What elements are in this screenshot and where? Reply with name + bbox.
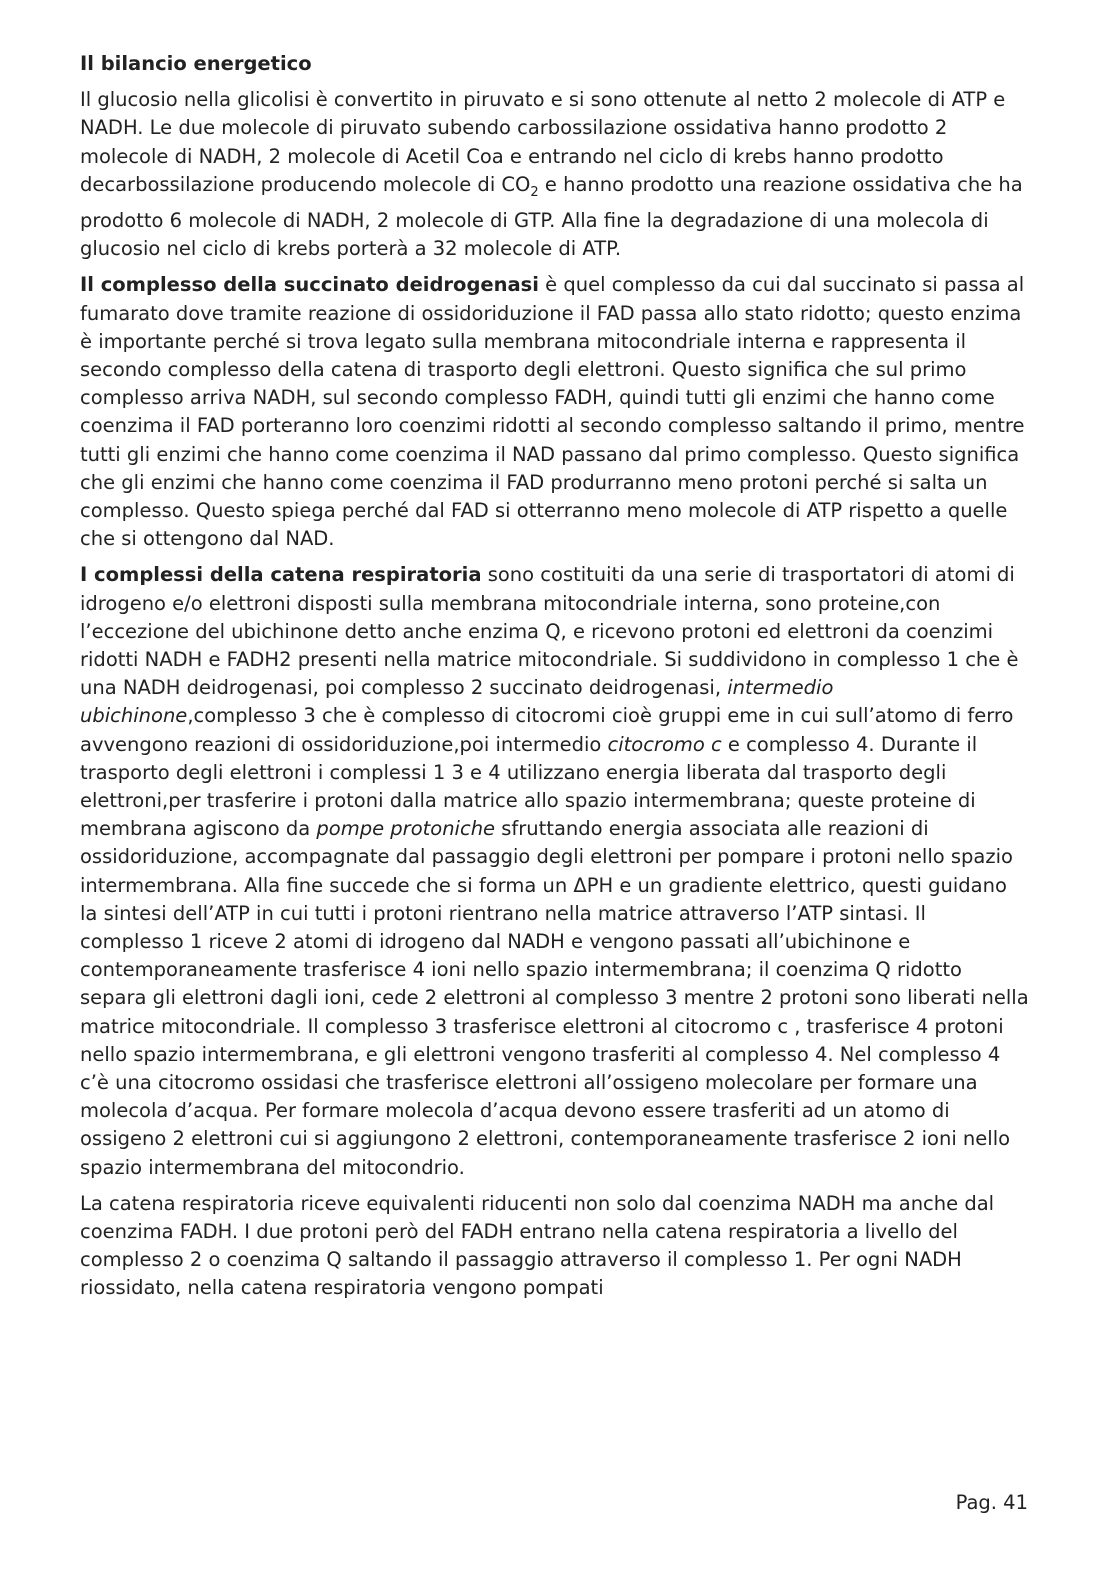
respiratory-chain-text-3: e complesso 4. Durante il trasporto degli elettroni i complessi 1 3 e 4 utilizzano energia liberata dal trasporto degli elettroni,per trasferire i protoni dalla matrice allo spazio intermembrana; queste proteine di membrana agiscono da — [80, 732, 978, 841]
section-heading: Il bilancio energetico — [80, 52, 312, 75]
energy-balance-text-b: e hanno prodotto una reazione ossidativa che ha prodotto 6 molecole di NADH, 2 molecole di GTP. Alla fine la degradazione di una molecola di glucosio nel ciclo di krebs porterà a 32 molecole di ATP. — [80, 172, 1023, 261]
paragraph-succinate-dehydrogenase — [80, 271, 1030, 553]
paragraph-respiratory-chain-complexes — [80, 561, 1030, 1181]
respiratory-chain-text-2: ,complesso 3 che è complesso di citocromi cioè gruppi eme in cui sull’atomo di ferro avvengono reazioni di ossidoriduzione,poi intermedio — [80, 704, 1014, 756]
page-number: Pag. 41 — [955, 1491, 1028, 1514]
term-pompe-protoniche: pompe protoniche — [316, 817, 496, 841]
succinate-dehydrogenase-text: è quel complesso da cui dal succinato si passa al fumarato dove tramite reazione di ossidoriduzione il FAD passa allo stato ridotto; questo enzima è importante perché si trova legato sulla membrana mitocondriale interna e rappresenta il secondo complesso della catena di trasporto degli elettroni. Questo significa che sul primo complesso arriva NADH, sul secondo complesso FADH, quindi tutti gli enzimi che hanno come coenzima il FAD porteranno loro coenzimi ridotti al secondo complesso saltando il primo, mentre tutti gli enzimi che hanno come coenzima il NAD passano dal primo complesso. Questo significa che gli enzimi che hanno come coenzima il FAD produrranno meno protoni perché si salta un complesso. Questo spiega perché dal FAD si otterranno meno molecole di ATP rispetto a quelle che si ottengono dal NAD. — [80, 273, 1025, 551]
term-intermedio-ubichinone: intermedio ubichinone — [80, 676, 834, 728]
respiratory-chain-text-1: sono costituiti da una serie di trasportatori di atomi di idrogeno e/o elettroni disposti sulla membrana mitocondriale interna, sono proteine,con l’eccezione del ubichinone detto anche enzima Q, e ricevono protoni ed elettroni da coenzimi ridotti NADH e FADH2 presenti nella matrice mitocondriale. Si suddividono in complesso 1 che è una NADH deidrogenasi, poi complesso 2 succinato deidrogenasi, — [80, 563, 1019, 700]
respiratory-chain-text-4: sfruttando energia associata alle reazioni di ossidoriduzione, accompagnate dal passaggio degli elettroni per pompare i protoni nello spazio intermembrana. Alla fine succede che si forma un ΔPH e un gradiente elettrico, questi guidano la sintesi dell’ATP in cui tutti i protoni rientrano nella matrice attraverso l’ATP sintasi. Il complesso 1 riceve 2 atomi di idrogeno dal NADH e vengono passati all’ubichinone e contemporaneamente trasferisce 4 ioni nello spazio intermembrana; il coenzima Q ridotto separa gli elettroni dagli ioni, cede 2 elettroni al complesso 3 mentre 2 protoni sono liberati nella matrice mitocondriale. Il complesso 3 trasferisce elettroni al citocromo c , trasferisce 4 protoni nello spazio intermembrana, e gli elettroni vengono trasferiti al complesso 4. Nel complesso 4 c’è una citocromo ossidasi che trasferisce elettroni all’ossigeno molecolare per formare una molecola d’acqua. Per formare molecola d’acqua devono essere trasferiti ad un atomo di ossigeno 2 elettroni cui si aggiungono 2 elettroni, contemporaneamente trasferisce 2 ioni nello spazio intermembrana del mitocondrio. — [80, 817, 1029, 1179]
co2-subscript: 2 — [530, 184, 539, 200]
energy-balance-text-a: Il glucosio nella glicolisi è convertito in piruvato e si sono ottenute al netto 2 molecole di ATP e NADH. Le due molecole di piruvato subendo carbossilazione ossidativa hanno prodotto 2 molecole di NADH, 2 molecole di Acetil Coa e entrando nel ciclo di krebs hanno prodotto decarbossilazione producendo molecole di CO — [80, 88, 1006, 196]
paragraph-energy-balance — [80, 86, 1030, 263]
term-citocromo-c: citocromo c — [607, 732, 722, 756]
respiratory-chain-lead: I complessi della catena respiratoria — [80, 563, 482, 587]
document-body — [80, 50, 1030, 1311]
paragraph-fadh-equivalents: La catena respiratoria riceve equivalenti riducenti non solo dal coenzima NADH ma anche dal coenzima FADH. I due protoni però del FADH entrano nella catena respiratoria a livello del complesso 2 o coenzima Q saltando il passaggio attraverso il complesso 1. Per ogni NADH riossidato, nella catena respiratoria vengono pompati — [80, 1191, 995, 1300]
succinate-dehydrogenase-lead: Il complesso della succinato deidrogenasi — [80, 273, 539, 297]
